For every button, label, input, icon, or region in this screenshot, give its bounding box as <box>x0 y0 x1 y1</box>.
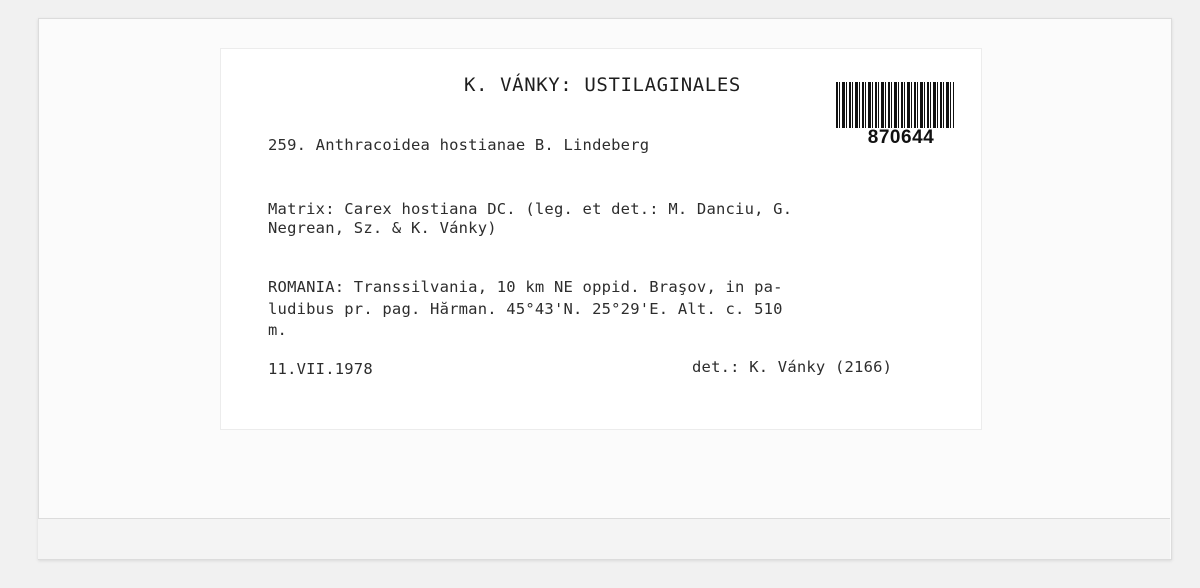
locality-line-3: m. <box>268 321 288 339</box>
specimen-line: 259. Anthracoidea hostianae B. Lindeberg <box>268 136 650 154</box>
matrix-line-1: Matrix: Carex hostiana DC. (leg. et det.: M. Danciu, G. <box>268 200 793 218</box>
locality-line-2: ludibus pr. pag. Hărman. 45°43'N. 25°29'E. Alt. c. 510 <box>268 300 783 318</box>
determiner: det.: K. Vánky (2166) <box>692 358 893 376</box>
collection-header: K. VÁNKY: USTILAGINALES <box>464 74 741 96</box>
collection-date: 11.VII.1978 <box>268 360 373 378</box>
envelope-flap <box>38 518 1170 559</box>
barcode-number: 870644 <box>867 127 935 148</box>
matrix-line-2: Negrean, Sz. & K. Vánky) <box>268 219 497 237</box>
locality-line-1: ROMANIA: Transsilvania, 10 km NE oppid. Braşov, in pa- <box>268 278 783 296</box>
barcode-image <box>836 82 954 128</box>
